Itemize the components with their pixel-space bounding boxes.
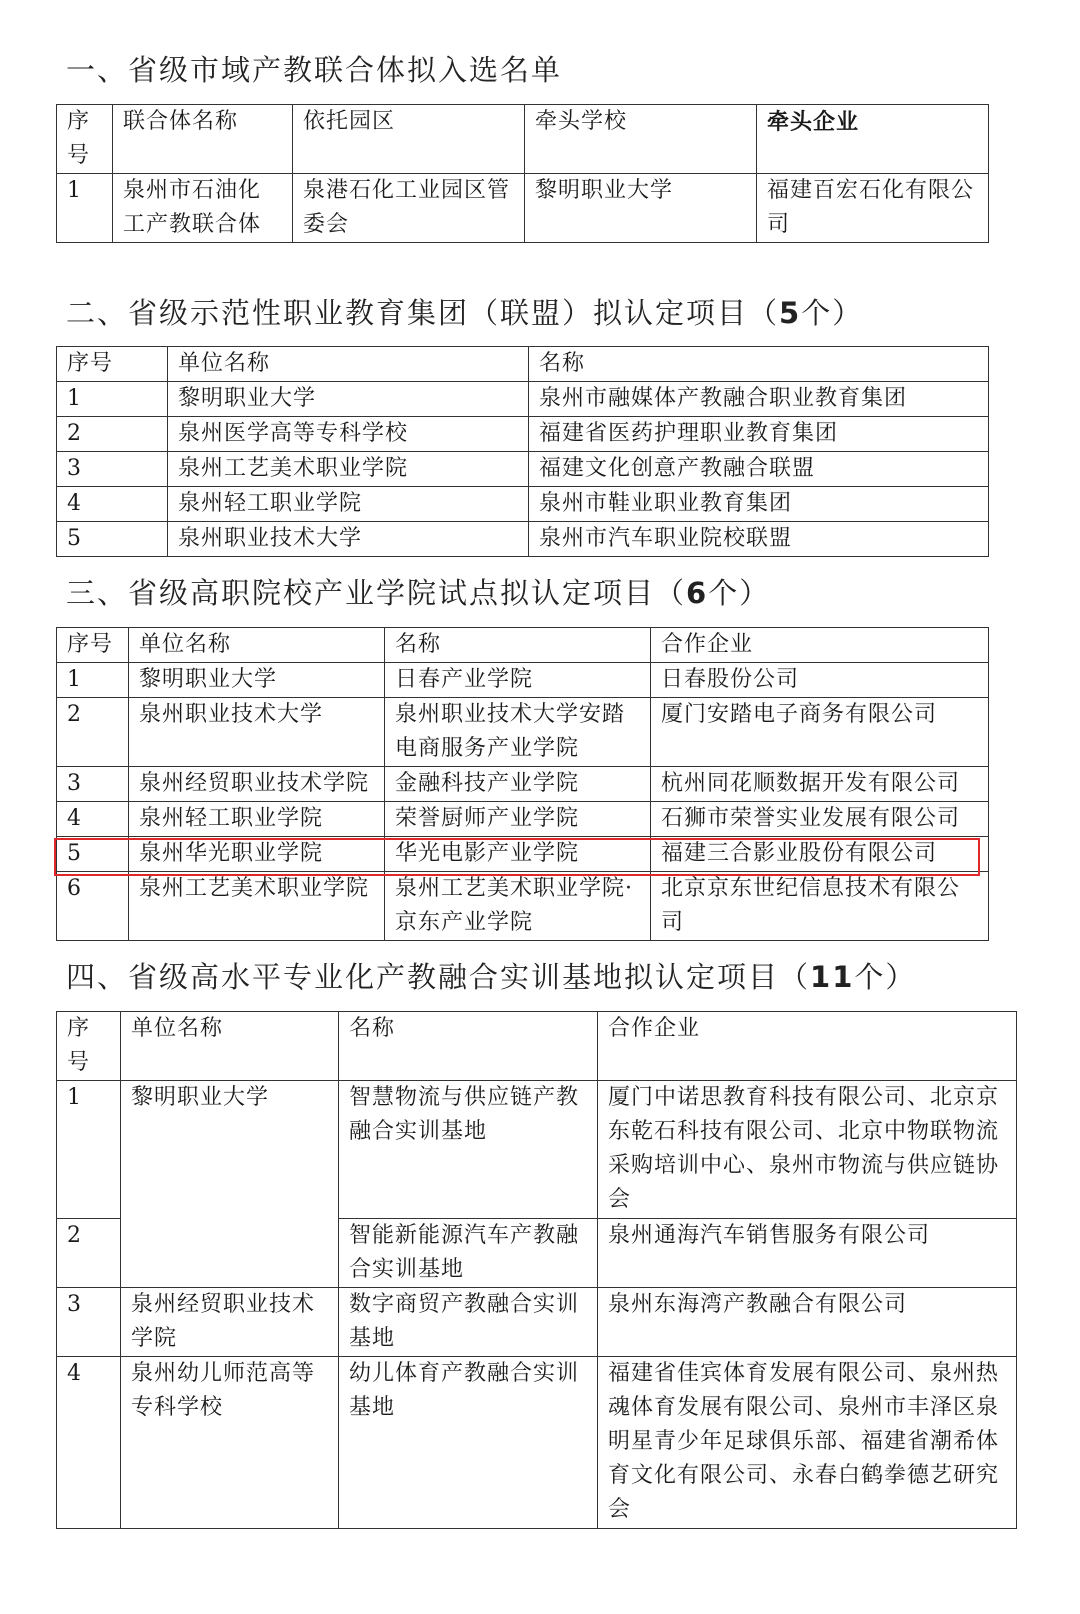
section-2-count: 5 <box>779 296 802 330</box>
header-cell: 合作企业 <box>598 1012 1017 1081</box>
table-row <box>57 1288 1017 1357</box>
cell-index: 4 <box>57 487 168 522</box>
table-section-3 <box>56 627 989 941</box>
cell-partner: 厦门中诺思教育科技有限公司、北京京东乾石科技有限公司、北京中物联物流采购培训中心、泉州市物流与供应链协会 <box>598 1081 1017 1219</box>
cell-index: 1 <box>57 1081 121 1219</box>
header-cell: 依托园区 <box>293 105 525 174</box>
cell-unit: 泉州轻工职业学院 <box>129 802 385 837</box>
table-row <box>57 767 989 802</box>
cell-unit: 泉州职业技术大学 <box>168 522 529 557</box>
table-row <box>57 174 989 243</box>
cell-partner: 厦门安踏电子商务有限公司 <box>651 698 989 767</box>
table-row <box>57 1081 1017 1219</box>
cell-consortium-name: 泉州市石油化工产教联合体 <box>113 174 293 243</box>
section-1-title: 一、省级市域产教联合体拟入选名单 <box>66 53 563 87</box>
cell-lead-enterprise: 福建百宏石化有限公司 <box>757 174 989 243</box>
header-cell: 序号 <box>57 105 113 174</box>
section-2-title-text: 二、省级示范性职业教育集团（联盟）拟认定项目（ <box>66 296 780 330</box>
cell-unit: 黎明职业大学 <box>121 1081 339 1288</box>
cell-partner: 泉州通海汽车销售服务有限公司 <box>598 1219 1017 1288</box>
section-4-count: 11 <box>810 960 855 994</box>
cell-partner: 杭州同花顺数据开发有限公司 <box>651 767 989 802</box>
cell-unit: 黎明职业大学 <box>168 382 529 417</box>
cell-name: 泉州工艺美术职业学院·京东产业学院 <box>385 872 651 941</box>
header-cell: 牵头学校 <box>525 105 757 174</box>
section-2-title-suffix: 个） <box>801 296 864 330</box>
cell-index: 2 <box>57 698 129 767</box>
cell-unit: 泉州幼儿师范高等专科学校 <box>121 1357 339 1529</box>
table-row <box>57 802 989 837</box>
cell-index: 2 <box>57 1219 121 1288</box>
cell-unit: 泉州职业技术大学 <box>129 698 385 767</box>
table-row-highlighted <box>57 837 989 872</box>
table-section-1 <box>56 104 989 243</box>
cell-name: 泉州市汽车职业院校联盟 <box>529 522 989 557</box>
table-header-row <box>57 347 989 382</box>
section-3-title <box>66 571 770 612</box>
cell-park: 泉港石化工业园区管委会 <box>293 174 525 243</box>
header-cell: 名称 <box>529 347 989 382</box>
cell-partner: 日春股份公司 <box>651 663 989 698</box>
header-cell: 牵头企业 <box>757 105 989 174</box>
cell-lead-school: 黎明职业大学 <box>525 174 757 243</box>
cell-name: 数字商贸产教融合实训基地 <box>339 1288 598 1357</box>
cell-partner: 福建三合影业股份有限公司 <box>651 837 989 872</box>
cell-partner: 泉州东海湾产教融合有限公司 <box>598 1288 1017 1357</box>
header-cell: 单位名称 <box>168 347 529 382</box>
table-header-row <box>57 1012 1017 1081</box>
cell-unit: 泉州工艺美术职业学院 <box>129 872 385 941</box>
table-row <box>57 872 989 941</box>
header-cell: 联合体名称 <box>113 105 293 174</box>
cell-unit: 泉州轻工职业学院 <box>168 487 529 522</box>
cell-unit: 泉州医学高等专科学校 <box>168 417 529 452</box>
header-cell: 合作企业 <box>651 628 989 663</box>
table-section-2 <box>56 346 989 557</box>
cell-index: 3 <box>57 1288 121 1357</box>
cell-name: 泉州市融媒体产教融合职业教育集团 <box>529 382 989 417</box>
cell-name: 金融科技产业学院 <box>385 767 651 802</box>
table-row <box>57 698 989 767</box>
cell-name: 智慧物流与供应链产教融合实训基地 <box>339 1081 598 1219</box>
cell-partner: 北京京东世纪信息技术有限公司 <box>651 872 989 941</box>
cell-index: 2 <box>57 417 168 452</box>
cell-name: 幼儿体育产教融合实训基地 <box>339 1357 598 1529</box>
cell-name: 荣誉厨师产业学院 <box>385 802 651 837</box>
cell-index: 3 <box>57 452 168 487</box>
table-header-row <box>57 105 989 174</box>
section-2-title <box>66 291 863 332</box>
cell-unit: 泉州经贸职业技术学院 <box>129 767 385 802</box>
cell-name: 福建省医药护理职业教育集团 <box>529 417 989 452</box>
cell-unit: 黎明职业大学 <box>129 663 385 698</box>
cell-index: 5 <box>57 522 168 557</box>
header-cell: 单位名称 <box>129 628 385 663</box>
section-4-title-text: 四、省级高水平专业化产教融合实训基地拟认定项目（ <box>66 960 811 994</box>
cell-name: 泉州职业技术大学安踏电商服务产业学院 <box>385 698 651 767</box>
header-cell: 名称 <box>339 1012 598 1081</box>
table-row <box>57 417 989 452</box>
table-section-4 <box>56 1011 1017 1529</box>
section-4-title <box>66 955 916 996</box>
cell-unit: 泉州工艺美术职业学院 <box>168 452 529 487</box>
cell-name: 泉州市鞋业职业教育集团 <box>529 487 989 522</box>
cell-partner: 石狮市荣誉实业发展有限公司 <box>651 802 989 837</box>
section-4-title-suffix: 个） <box>854 960 917 994</box>
section-3-title-text: 三、省级高职院校产业学院试点拟认定项目（ <box>66 576 687 610</box>
section-3-title-suffix: 个） <box>708 576 771 610</box>
header-cell: 名称 <box>385 628 651 663</box>
cell-index: 3 <box>57 767 129 802</box>
cell-index: 1 <box>57 174 113 243</box>
table-row <box>57 1357 1017 1529</box>
cell-index: 1 <box>57 382 168 417</box>
table-row <box>57 452 989 487</box>
cell-index: 5 <box>57 837 129 872</box>
table-header-row <box>57 628 989 663</box>
header-cell: 序号 <box>57 628 129 663</box>
header-cell: 序号 <box>57 1012 121 1081</box>
cell-unit: 泉州经贸职业技术学院 <box>121 1288 339 1357</box>
section-3-count: 6 <box>686 576 709 610</box>
cell-index: 4 <box>57 802 129 837</box>
cell-name: 智能新能源汽车产教融合实训基地 <box>339 1219 598 1288</box>
header-cell: 序号 <box>57 347 168 382</box>
header-cell: 单位名称 <box>121 1012 339 1081</box>
cell-partner: 福建省佳宾体育发展有限公司、泉州热魂体育发展有限公司、泉州市丰泽区泉明星青少年足球俱乐部、福建省潮希体育文化有限公司、永春白鹤拳德艺研究会 <box>598 1357 1017 1529</box>
cell-index: 6 <box>57 872 129 941</box>
cell-unit: 泉州华光职业学院 <box>129 837 385 872</box>
cell-index: 4 <box>57 1357 121 1529</box>
table-row <box>57 382 989 417</box>
cell-index: 1 <box>57 663 129 698</box>
table-row <box>57 487 989 522</box>
table-row <box>57 663 989 698</box>
cell-name: 福建文化创意产教融合联盟 <box>529 452 989 487</box>
cell-name: 日春产业学院 <box>385 663 651 698</box>
table-row <box>57 522 989 557</box>
cell-name: 华光电影产业学院 <box>385 837 651 872</box>
